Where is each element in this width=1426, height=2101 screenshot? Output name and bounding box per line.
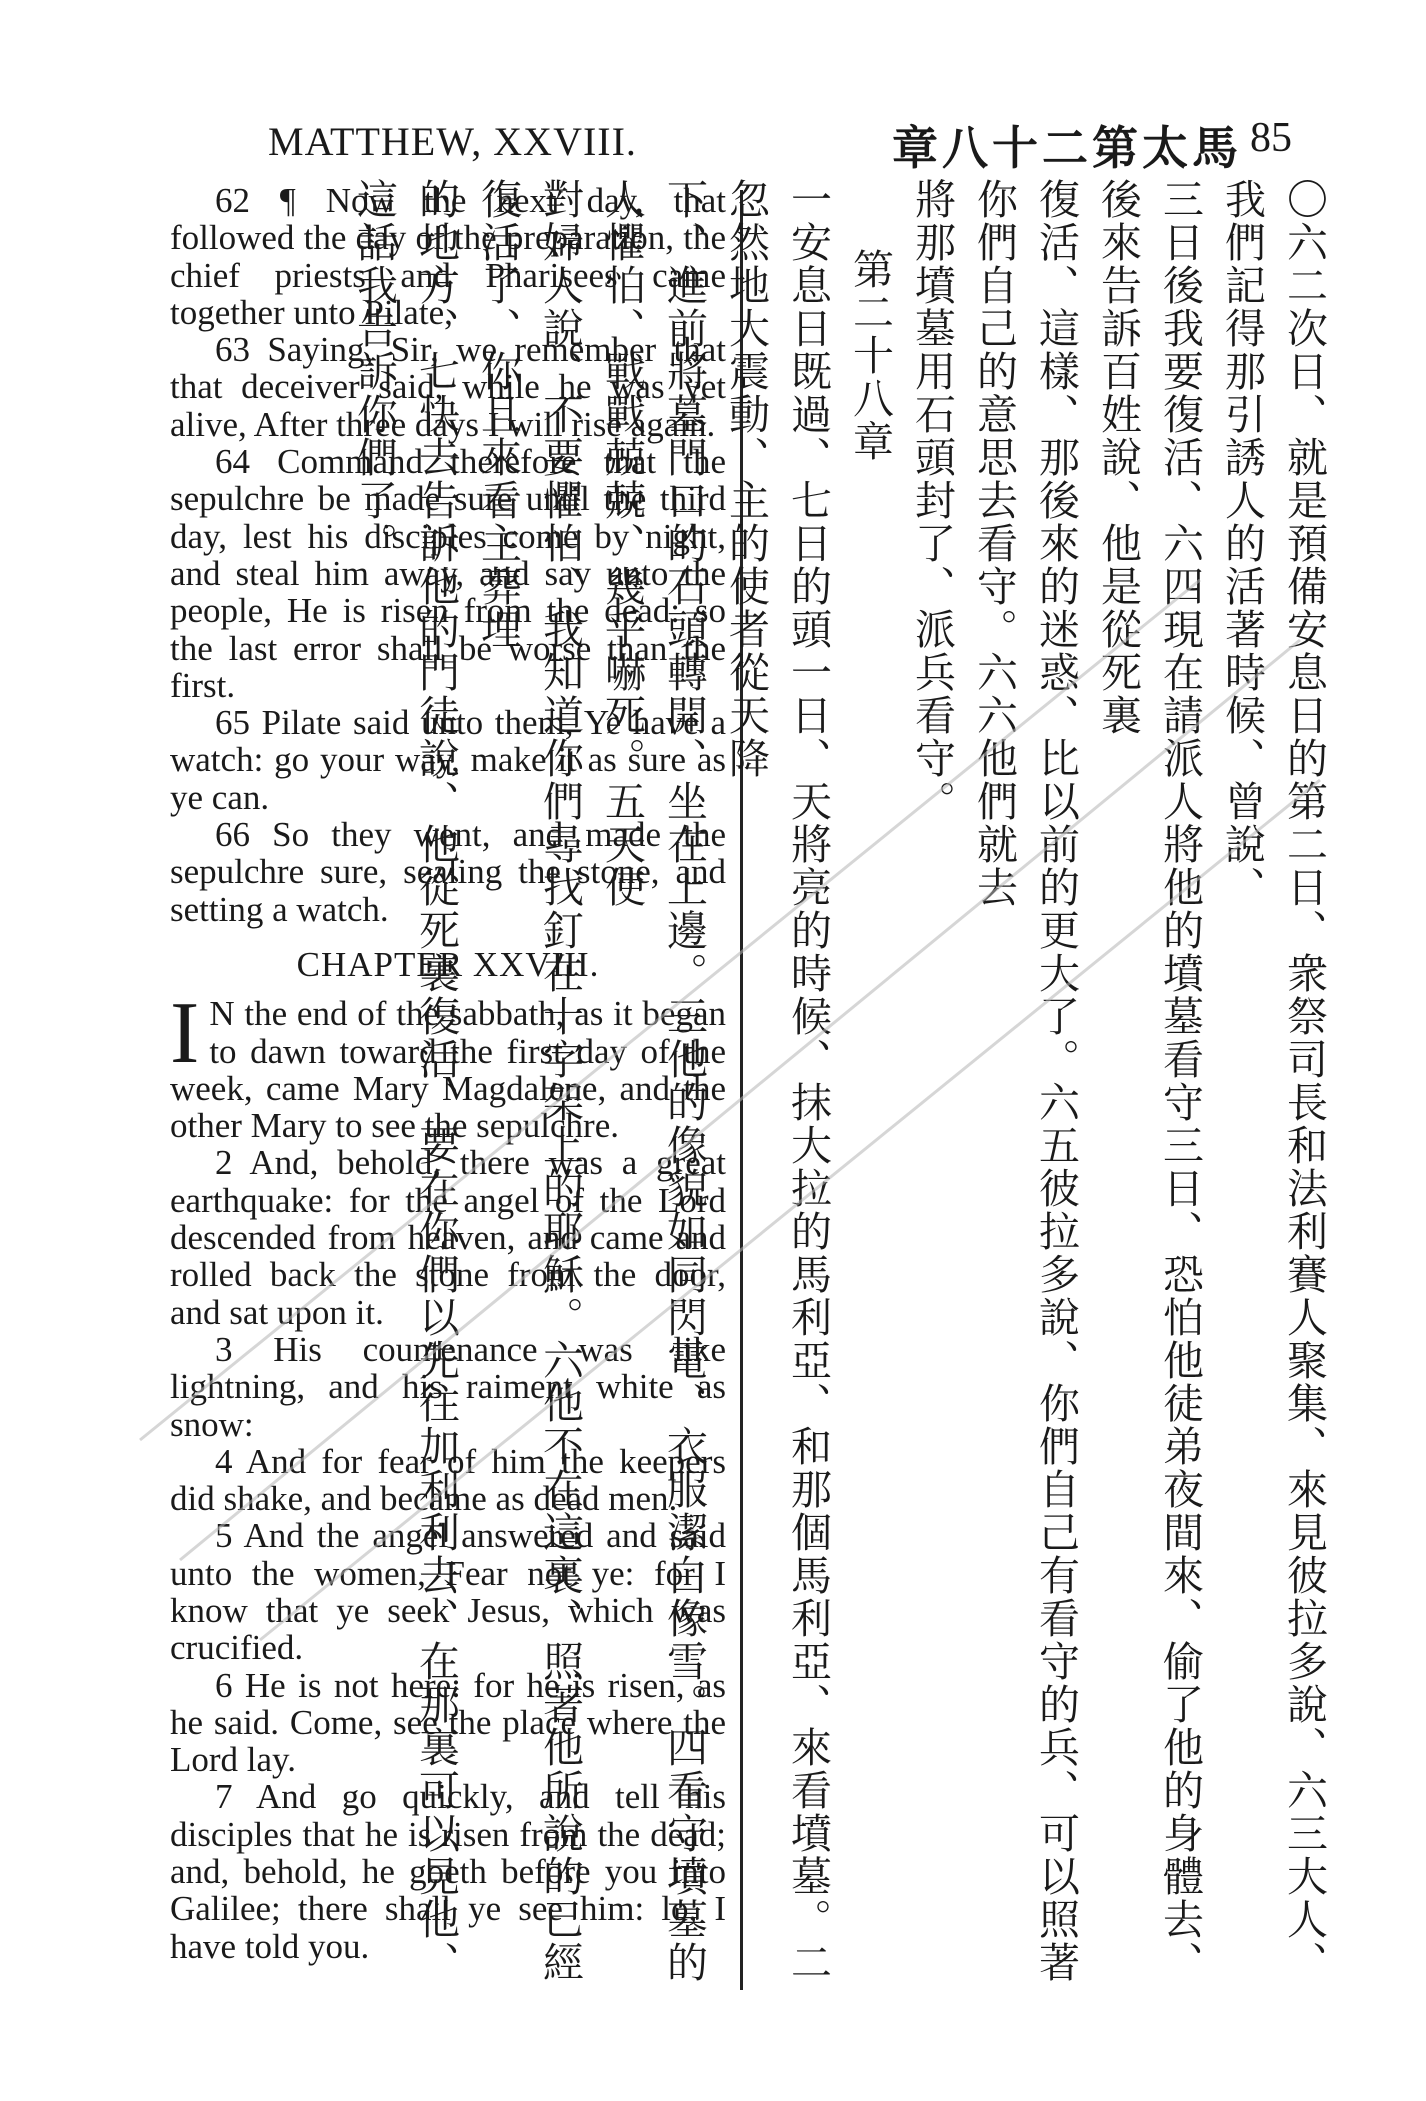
page-number: 85: [1250, 115, 1292, 161]
verse-63: 63 Saying, Sir, we remember that that deceiver said, while he was yet alive, After three days I will rise again.: [170, 330, 726, 444]
zh-column-64-65: 復活、這樣、那後來的迷惑、比以前的更大了。六五彼拉多說、你們自己有看守的兵、可以照著你們自己的意思去看守。六六他們就去: [970, 178, 1080, 1984]
zh-column-62-63: 〇六二次日、就是預備安息日的第二日、衆祭司長和法利賽人聚集、來見彼拉多說、六三大人、我們記得那引誘人的活著時候、曾說、: [1218, 178, 1328, 1984]
header-title-english: MATTHEW, XXVIII.: [268, 119, 637, 164]
verse-66: 66 So they went, and made the sepulchre sure, sealing the stone, and setting a watch.: [170, 815, 726, 929]
verse-3: 3 His countenance was like lightning, and his raiment white as snow:: [170, 1329, 726, 1444]
zh-column-63-64: 三日後我要復活、六四現在請派人將他的墳墓看守三日、恐怕他徒弟夜間來、偷了他的身體去、後來告訴百姓說、他是從死裏: [1094, 178, 1204, 1984]
drop-cap: I: [170, 985, 200, 1083]
zh-column-1-2: 一安息日既過、七日的頭一日、天將亮的時候、抹大拉的馬利亞、和那個馬利亞、來看墳墓。二忽然地大震動、主的使者從天降: [722, 178, 832, 1984]
verse-64: 64 Command therefore that the sepulchre be made sure until the third day, lest his disciples come by night, and steal him away, and say unto the people, He is risen from the dead: so the last error shall be worse than the first.: [170, 442, 726, 705]
zh-column-2-5: 下、進前將墓門口的石頭轉開、坐在上邊。三他的像貌如同閃電、衣服潔白像雪。四看守墳墓的人懼怕、戰戰兢兢、幾乎嚇死。五天使: [598, 178, 708, 1984]
verse-1-text: N the end of the sabbath, as it began to dawn toward the first day of the week, came Mary Magdalene, and the other Mary to see the sepulchre.: [170, 994, 726, 1146]
zh-column-5-6: 對婦人說、不要懼怕、我知道你們尋找釘在十字架上的耶穌。六他不在這裏、照著他所說的已經復活了、你且來看主葬埋: [474, 178, 584, 1984]
verse-5: 5 And the angel answered and said unto the women, Fear not ye: for I know that ye seek Jesus, which was crucified.: [170, 1516, 726, 1668]
zh-column-66: 將那墳墓用石頭封了、派兵看守。: [908, 178, 956, 823]
verse-4: 4 And for fear of him the keepers did shake, and became as dead men.: [170, 1441, 726, 1519]
chapter-heading-english: CHAPTER XXVIII.: [296, 944, 600, 984]
verse-2: 2 And, behold, there was a great earthquake: for the angel of the Lord descended from heaven, and came and rolled back the stone from the door, and sat upon it.: [170, 1143, 726, 1332]
verse-6: 6 He is not here: for he is risen, as he said. Come, see the place where the Lord lay.: [170, 1665, 726, 1780]
verse-65: 65 Pilate said unto them, Ye have a watch: go your way, make it as sure as ye can.: [170, 703, 726, 817]
verse-62: 62 ¶ Now the next day, that followed the day of the preparation, the chief priests and Pharisees came together unto Pilate,: [170, 181, 726, 332]
verse-7: 7 And go quickly, and tell his disciples that he is risen from the dead; and, behold, he goeth before you into Galilee; there shall ye see him: lo, I have told you.: [170, 1777, 726, 1966]
zh-column-6-7: 的地方、七快去告訴他的門徒說、他從死裏復活、要在你們以先往加利利去、在那裏可以見他、這話我告訴你們了。: [350, 178, 460, 1984]
chapter-heading-chinese: 第二十八章: [846, 248, 894, 463]
header-title-chinese: 章八十二第太馬: [892, 121, 1242, 175]
